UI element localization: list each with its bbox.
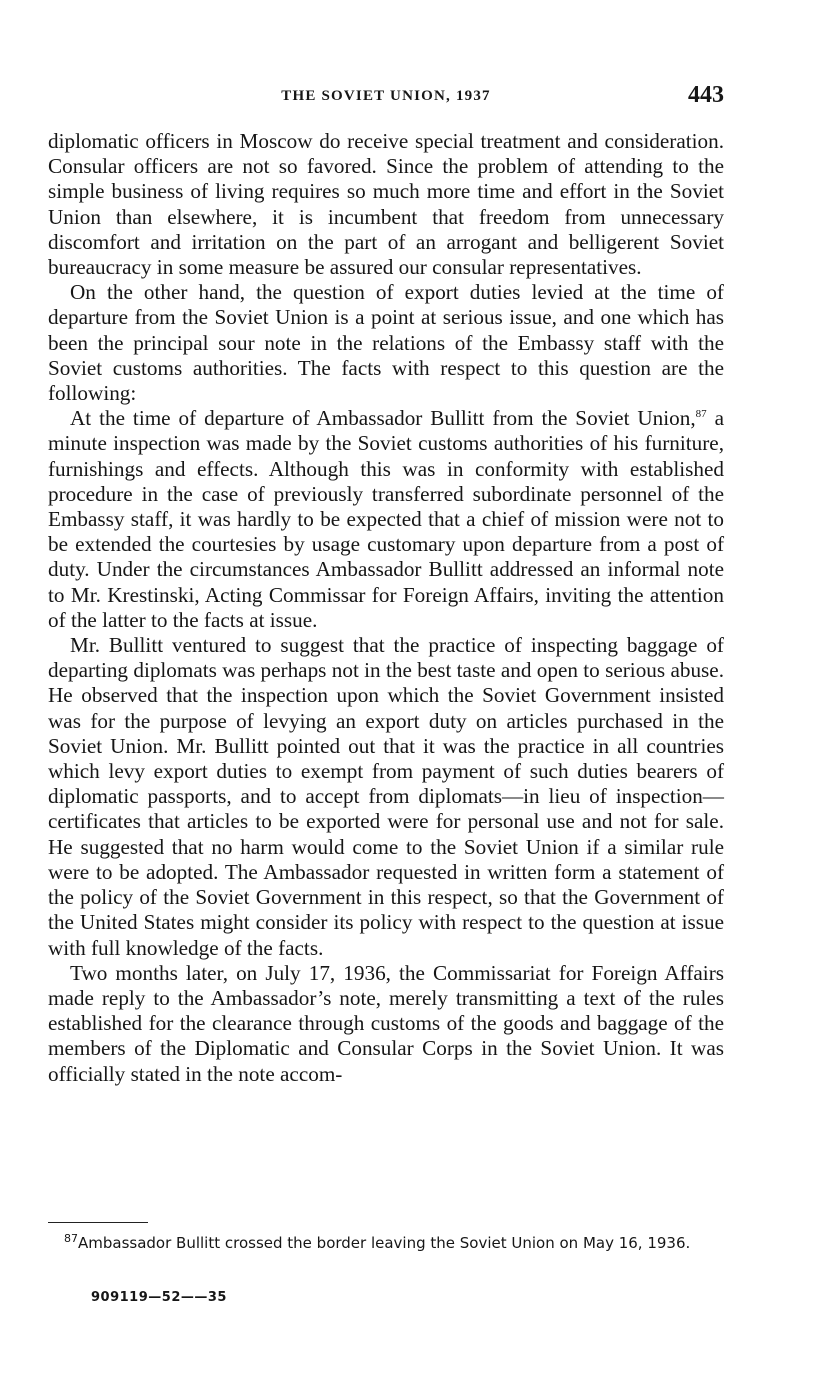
body-text: [48, 129, 724, 1087]
paragraph-1-text: diplomatic officers in Moscow do receive special treatment and consideration. Consular officers are not so favored. Since the problem of attending to the simple business of living requires so much more time and effort in the Soviet Union than elsewhere, it is incumbent that freedom from unnecessary discomfort and irritation on the part of an arrogant and belligerent Soviet bureaucracy in some measure be assured our consular representatives.: [48, 129, 724, 280]
paragraph-3: [48, 406, 724, 633]
paragraph-1: [48, 129, 724, 280]
paragraph-5: [48, 961, 724, 1087]
paragraph-3-text-a: At the time of departure of Ambassador Bullitt from the Soviet Union,: [70, 406, 696, 431]
paragraph-3-text-b: a minute inspection was made by the Soviet customs authorities of his furniture, furnishings and effects. Although this was in conformity with established procedure in the case of previously transferred subordinate personnel of the Embassy staff, it was hardly to be expected that a chief of mission were not to be extended the courtesies by usage customary upon departure from a post of duty. Under the circumstances Ambassador Bullitt addressed an informal note to Mr. Krestinski, Acting Commissar for Foreign Affairs, inviting the attention of the latter to the facts at issue.: [48, 406, 724, 632]
running-head: [48, 84, 724, 114]
paragraph-4: [48, 633, 724, 961]
running-title: THE SOVIET UNION, 1937: [281, 88, 491, 104]
footnote-divider: [48, 1222, 148, 1223]
footnote-reference: 87: [695, 408, 707, 421]
document-page: [48, 0, 724, 1380]
page-number: 443: [688, 82, 724, 108]
paragraph-5-text: Two months later, on July 17, 1936, the Commissariat for Foreign Affairs made reply to the Ambassador’s note, merely transmitting a text of the rules established for the clearance through customs of the goods and baggage of the members of the Diplomatic and Consular Corps in the Soviet Union. It was officially stated in the note accom-: [48, 960, 724, 1086]
paragraph-2-text: On the other hand, the question of export duties levied at the time of departure from the Soviet Union is a point at serious issue, and one which has been the principal sour note in the relations of the Embassy staff with the Soviet customs authorities. The facts with respect to this question are the following:: [48, 280, 724, 406]
footnote-marker: 87: [64, 1232, 78, 1245]
paragraph-4-text: Mr. Bullitt ventured to suggest that the practice of inspecting baggage of departing diplomats was perhaps not in the best taste and open to serious abuse. He observed that the inspection upon which the Soviet Government insisted was for the purpose of levying an export duty on articles purchased in the Soviet Union. Mr. Bullitt pointed out that it was the practice in all countries which levy export duties to exempt from payment of such duties bearers of diplomatic passports, and to accept from diplomats—in lieu of inspection—certificates that articles to be exported were for personal use and not for sale. He suggested that no harm would come to the Soviet Union if a similar rule were to be adopted. The Ambassador requested in written form a statement of the policy of the Soviet Government in this respect, so that the Government of the United States might consider its policy with respect to the question at issue with full knowledge of the facts.: [48, 633, 724, 960]
footnote: [48, 1234, 724, 1252]
print-code: 909119—52——35: [91, 1290, 227, 1305]
paragraph-2: [48, 280, 724, 406]
footnote-text: Ambassador Bullitt crossed the border leaving the Soviet Union on May 16, 1936.: [78, 1234, 691, 1252]
